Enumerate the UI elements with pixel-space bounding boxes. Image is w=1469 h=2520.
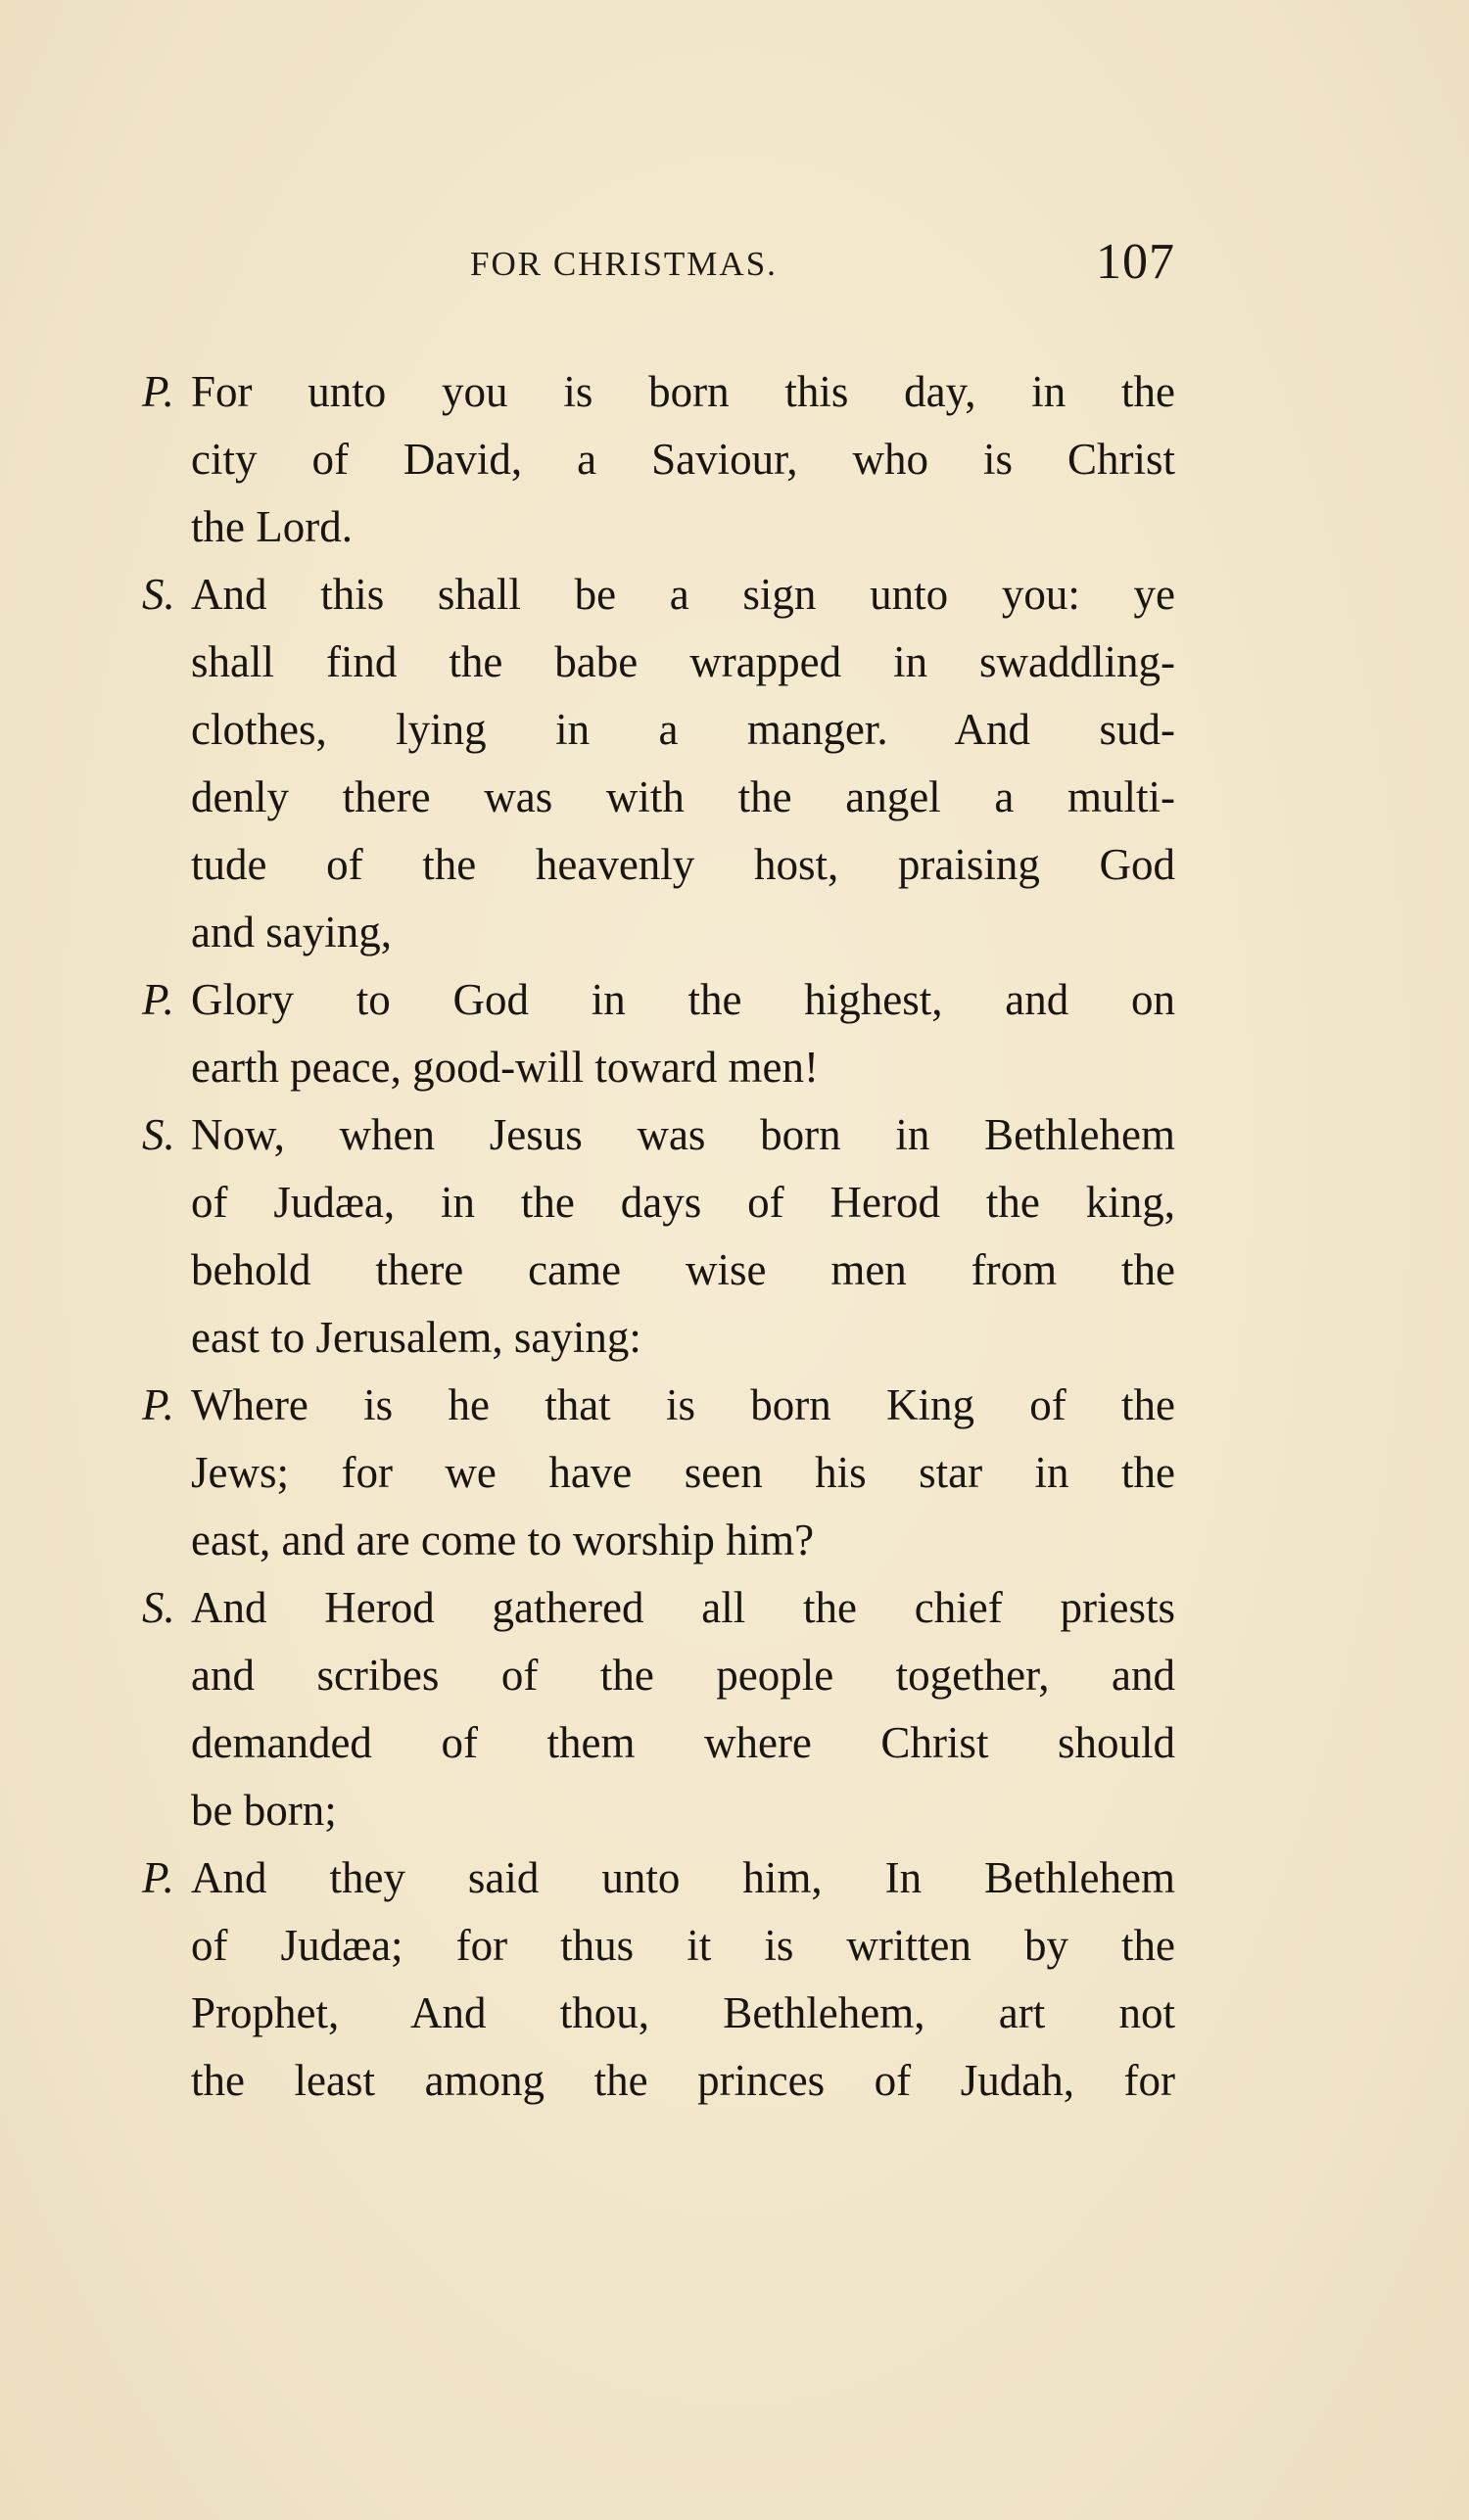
- text-line: demanded of them where Christ should: [191, 1718, 1175, 1767]
- text-line: And this shall be a sign unto you: ye: [191, 570, 1175, 619]
- paragraph: [142, 1101, 1175, 1372]
- text-line: And they said unto him, In Bethlehem: [191, 1853, 1175, 1902]
- paragraph: [142, 966, 1175, 1101]
- text-line: And Herod gathered all the chief priests: [191, 1583, 1175, 1632]
- text-line: of Judæa, in the days of Herod the king,: [191, 1178, 1175, 1227]
- page-number: 107: [1096, 234, 1175, 290]
- paragraph: [142, 358, 1175, 561]
- speaker-label: P.: [142, 1380, 174, 1429]
- text-line: shall find the babe wrapped in swaddling-: [191, 637, 1175, 686]
- text-line: city of David, a Saviour, who is Christ: [191, 435, 1175, 484]
- text-line: Jews; for we have seen his star in the: [191, 1448, 1175, 1497]
- text-line: behold there came wise men from the: [191, 1245, 1175, 1294]
- text-line: tude of the heavenly host, praising God: [191, 840, 1175, 889]
- text-line: the Lord.: [191, 502, 353, 551]
- text-line: of Judæa; for thus it is written by the: [191, 1921, 1175, 1970]
- text-line: be born;: [191, 1786, 337, 1835]
- paragraph: [142, 1844, 1175, 2115]
- text-line: east to Jerusalem, saying:: [191, 1313, 641, 1362]
- text-line: clothes, lying in a manger. And sud-: [191, 705, 1175, 754]
- paragraph: [142, 1372, 1175, 1574]
- text-line: the least among the princes of Judah, for: [191, 2056, 1175, 2105]
- text-line: and scribes of the people together, and: [191, 1651, 1175, 1700]
- text-line: denly there was with the angel a multi-: [191, 772, 1175, 821]
- page-header: [147, 233, 1175, 311]
- text-line: earth peace, good-will toward men!: [191, 1043, 819, 1092]
- speaker-label: P.: [142, 1853, 174, 1902]
- body-text: [142, 358, 1175, 2115]
- text-line: east, and are come to worship him?: [191, 1516, 815, 1564]
- text-line: Now, when Jesus was born in Bethlehem: [191, 1110, 1175, 1159]
- text-line: Prophet, And thou, Bethlehem, art not: [191, 1988, 1175, 2037]
- speaker-label: S.: [142, 570, 175, 619]
- paragraph: [142, 561, 1175, 966]
- text-line: Where is he that is born King of the: [191, 1380, 1175, 1429]
- running-title: FOR CHRISTMAS.: [470, 245, 778, 283]
- text-line: and saying,: [191, 908, 392, 957]
- paragraph: [142, 1574, 1175, 1844]
- speaker-label: P.: [142, 975, 174, 1024]
- speaker-label: S.: [142, 1583, 175, 1632]
- text-line: For unto you is born this day, in the: [191, 367, 1175, 416]
- speaker-label: S.: [142, 1110, 175, 1159]
- speaker-label: P.: [142, 367, 174, 416]
- text-line: Glory to God in the highest, and on: [191, 975, 1175, 1024]
